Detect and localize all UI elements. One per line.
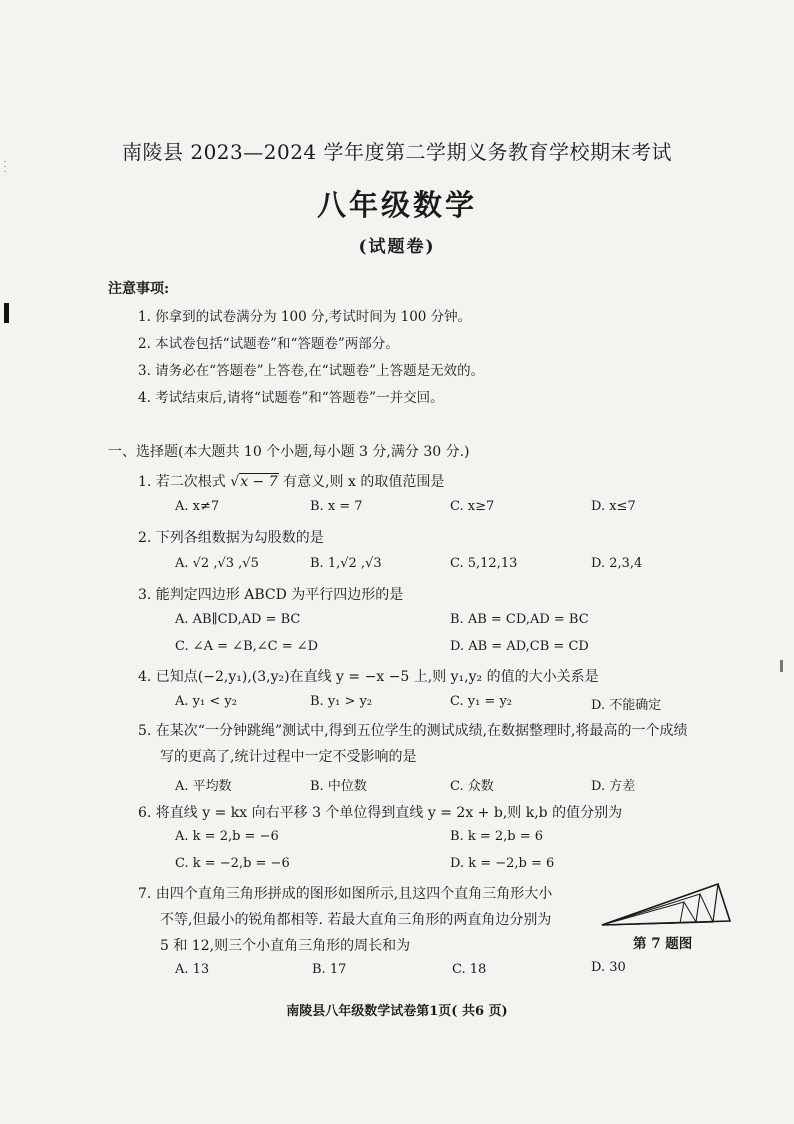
option-b: B. 17 (312, 962, 347, 977)
option-b: B. x = 7 (310, 499, 363, 514)
option-c: C. k = −2,b = −6 (175, 856, 290, 871)
page-footer: 南陵县八年级数学试卷第1页( 共6 页) (286, 1004, 508, 1019)
option-b: B. y₁ > y₂ (310, 694, 373, 709)
question-1-stem-pre: 1. 若二次根式 (138, 474, 226, 490)
option-b: B. AB = CD,AD = BC (450, 612, 589, 627)
question-7-stem: 7. 由四个直角三角形拼成的图形如图所示,且这四个直角三角形大小 (138, 886, 553, 902)
question-7-stem-line3: 5 和 12,则三个小直角三角形的周长和为 (160, 938, 411, 954)
option-d: D. 不能确定 (591, 698, 662, 713)
option-d: D. 30 (591, 960, 626, 975)
option-c: C. y₁ = y₂ (450, 694, 513, 709)
note-item: 4. 考试结束后,请将“试题卷”和“答题卷”一并交回。 (138, 390, 444, 406)
question-1-stem-post: 有意义,则 x 的取值范围是 (283, 474, 445, 490)
question-4-stem: 4. 已知点(−2,y₁),(3,y₂)在直线 y = −x −5 上,则 y₁,y₂ 的值的大小关系是 (138, 669, 599, 685)
option-d: D. 方差 (591, 779, 636, 794)
section-heading: 一、选择题(本大题共 10 个小题,每小题 3 分,满分 30 分.) (108, 444, 470, 460)
radical-sign: √ (230, 474, 240, 490)
option-d: D. AB = AD,CB = CD (450, 639, 589, 654)
option-c: C. x≥7 (450, 499, 495, 514)
note-item: 1. 你拿到的试卷满分为 100 分,考试时间为 100 分钟。 (138, 309, 472, 325)
option-c: C. 18 (452, 962, 487, 977)
note-item: 3. 请务必在“答题卷”上答卷,在“试题卷”上答题是无效的。 (138, 363, 485, 379)
option-c: C. ∠A = ∠B,∠C = ∠D (175, 639, 319, 654)
paper-type: (试题卷) (358, 237, 436, 257)
option-a: A. 平均数 (175, 779, 232, 794)
question-5-stem-line2: 写的更高了,统计过程中一定不受影响的是 (160, 749, 417, 765)
option-b: B. 1,√2 ,√3 (310, 556, 382, 571)
exam-title: 南陵县 2023—2024 学年度第二学期义务教育学校期末考试 (121, 140, 672, 164)
note-item: 2. 本试卷包括“试题卷”和“答题卷”两部分。 (138, 336, 399, 352)
option-c: C. 5,12,13 (450, 556, 518, 571)
binding-mark (4, 303, 9, 323)
figure-caption: 第 7 题图 (633, 936, 693, 952)
option-d: D. k = −2,b = 6 (450, 856, 555, 871)
question-2-stem: 2. 下列各组数据为勾股数的是 (138, 530, 324, 546)
binding-margin-marks: · · · (0, 160, 9, 173)
subject-title: 八年级数学 (316, 188, 477, 222)
radicand: x − 7 (240, 474, 278, 490)
option-d: D. x≤7 (591, 499, 636, 514)
option-c: C. 众数 (450, 779, 494, 794)
option-a: A. √2 ,√3 ,√5 (175, 556, 259, 571)
scan-speck (780, 660, 783, 672)
option-d: D. 2,3,4 (591, 556, 643, 571)
notes-heading: 注意事项: (108, 281, 170, 297)
option-a: A. AB∥CD,AD = BC (175, 612, 301, 627)
option-b: B. 中位数 (310, 779, 367, 794)
option-a: A. y₁ < y₂ (175, 694, 237, 709)
option-a: A. k = 2,b = −6 (175, 829, 279, 844)
question-5-stem: 5. 在某次“一分钟跳绳”测试中,得到五位学生的测试成绩,在数据整理时,将最高的一个成绩 (138, 723, 688, 739)
question-1-stem (138, 471, 444, 491)
question-7-stem-line2: 不等,但最小的锐角都相等. 若最大直角三角形的两直角边分别为 (160, 912, 552, 928)
option-a: A. x≠7 (175, 499, 220, 514)
question-6-stem: 6. 将直线 y = kx 向右平移 3 个单位得到直线 y = 2x + b,则 k,b 的值分别为 (138, 805, 623, 821)
option-a: A. 13 (175, 962, 210, 977)
question-7-figure (600, 880, 732, 930)
question-3-stem: 3. 能判定四边形 ABCD 为平行四边形的是 (138, 587, 404, 603)
option-b: B. k = 2,b = 6 (450, 829, 544, 844)
